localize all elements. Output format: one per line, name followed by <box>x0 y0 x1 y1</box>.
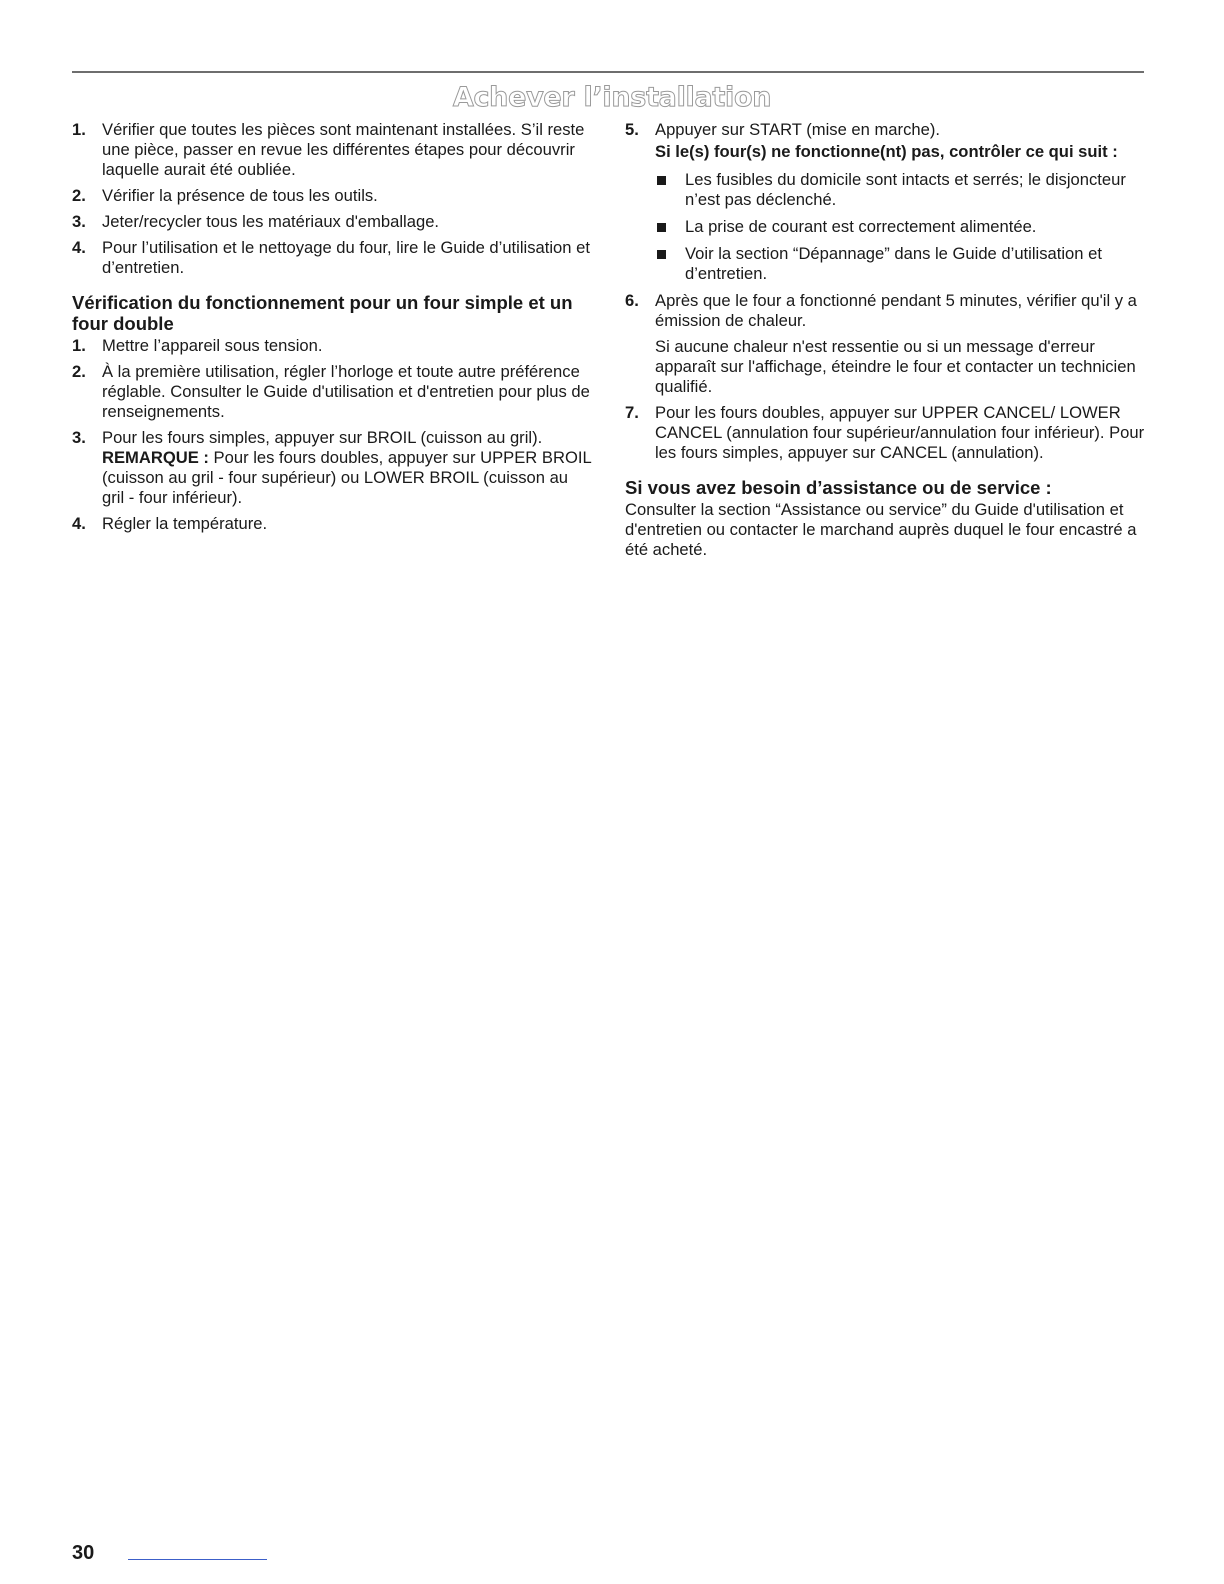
step-text: Pour les fours simples, appuyer sur BROIL (cuisson au gril). <box>102 428 543 447</box>
step-number: 4. <box>72 514 86 533</box>
bullet-text: Les fusibles du domicile sont intacts et serrés; le disjoncteur n’est pas déclenché. <box>685 170 1126 209</box>
step-text: À la première utilisation, régler l’horloge et toute autre préférence réglable. Consulter le Guide d'utilisation et d'entretien pour plus de renseignements. <box>102 362 590 421</box>
service-text: Consulter la section “Assistance ou service” du Guide d'utilisation et d'entretien ou contacter le marchand auprès duquel le four encastré a été acheté. <box>625 500 1137 559</box>
step-number: 7. <box>625 403 639 422</box>
step-text: Jeter/recycler tous les matériaux d'emballage. <box>102 212 440 231</box>
list-item <box>655 170 1155 210</box>
header-rule <box>72 71 1144 73</box>
troubleshoot-heading: Si le(s) four(s) ne fonctionne(nt) pas, contrôler ce qui suit : <box>655 142 1118 161</box>
step-text: Vérifier la présence de tous les outils. <box>102 186 378 205</box>
square-bullet-icon <box>657 223 666 232</box>
bullet-text: La prise de courant est correctement alimentée. <box>685 217 1037 236</box>
footer-rule <box>128 1559 267 1560</box>
list-item <box>655 217 1155 237</box>
step-number: 5. <box>625 120 639 139</box>
step-number: 1. <box>72 336 86 355</box>
note-text: Pour les fours doubles, appuyer sur UPPER BROIL (cuisson au gril - four supérieur) ou LOWER BROIL (cuisson au gril - four inférieur). <box>102 448 592 507</box>
step-text: Appuyer sur START (mise en marche). <box>655 120 940 139</box>
step-text: Régler la température. <box>102 514 268 533</box>
square-bullet-icon <box>657 176 666 185</box>
step-text: Pour les fours doubles, appuyer sur UPPER CANCEL/ LOWER CANCEL (annulation four supérieur/annulation four inférieur). Pour les fours simples, appuyer sur CANCEL (annulation). <box>655 403 1145 462</box>
section-heading-operation-check: Vérification du fonctionnement pour un four simple et un four double <box>72 292 573 334</box>
step-number: 3. <box>72 212 86 231</box>
step-number: 2. <box>72 186 86 205</box>
list-item <box>625 291 1155 397</box>
continued-steps <box>625 120 1155 463</box>
step-text: Après que le four a fonctionné pendant 5 minutes, vérifier qu'il y a émission de chaleur. <box>655 291 1137 330</box>
list-item <box>72 120 592 180</box>
step-number: 2. <box>72 362 86 381</box>
note-label: REMARQUE : <box>102 448 209 467</box>
list-item <box>655 244 1155 284</box>
section-heading-service: Si vous avez besoin d’assistance ou de service : <box>625 477 1052 498</box>
list-item <box>625 403 1155 463</box>
left-column <box>72 120 592 540</box>
list-item <box>625 120 1155 284</box>
step-text: Vérifier que toutes les pièces sont maintenant installées. S’il reste une pièce, passer en revue les différentes étapes pour découvrir laquelle aurait été oubliée. <box>102 120 585 179</box>
step-number: 1. <box>72 120 86 139</box>
step-followup-text: Si aucune chaleur n'est ressentie ou si un message d'erreur apparaît sur l'affichage, éteindre le four et contacter un technicien qualifié. <box>655 337 1136 396</box>
list-item <box>72 186 592 206</box>
completion-steps <box>72 120 592 278</box>
operation-check-steps <box>72 336 592 534</box>
list-item <box>72 428 592 508</box>
step-text: Pour l’utilisation et le nettoyage du four, lire le Guide d’utilisation et d’entretien. <box>102 238 590 277</box>
bullet-text: Voir la section “Dépannage” dans le Guide d’utilisation et d’entretien. <box>685 244 1102 283</box>
right-column <box>625 120 1155 560</box>
step-text: Mettre l’appareil sous tension. <box>102 336 323 355</box>
step-number: 3. <box>72 428 86 447</box>
step-number: 6. <box>625 291 639 310</box>
list-item <box>72 336 592 356</box>
step-number: 4. <box>72 238 86 257</box>
list-item <box>72 238 592 278</box>
page-title: Achever l’installation <box>452 82 772 113</box>
page-number: 30 <box>72 1542 95 1564</box>
troubleshoot-list <box>655 170 1155 284</box>
list-item <box>72 212 592 232</box>
list-item <box>72 514 592 534</box>
square-bullet-icon <box>657 250 666 259</box>
list-item <box>72 362 592 422</box>
